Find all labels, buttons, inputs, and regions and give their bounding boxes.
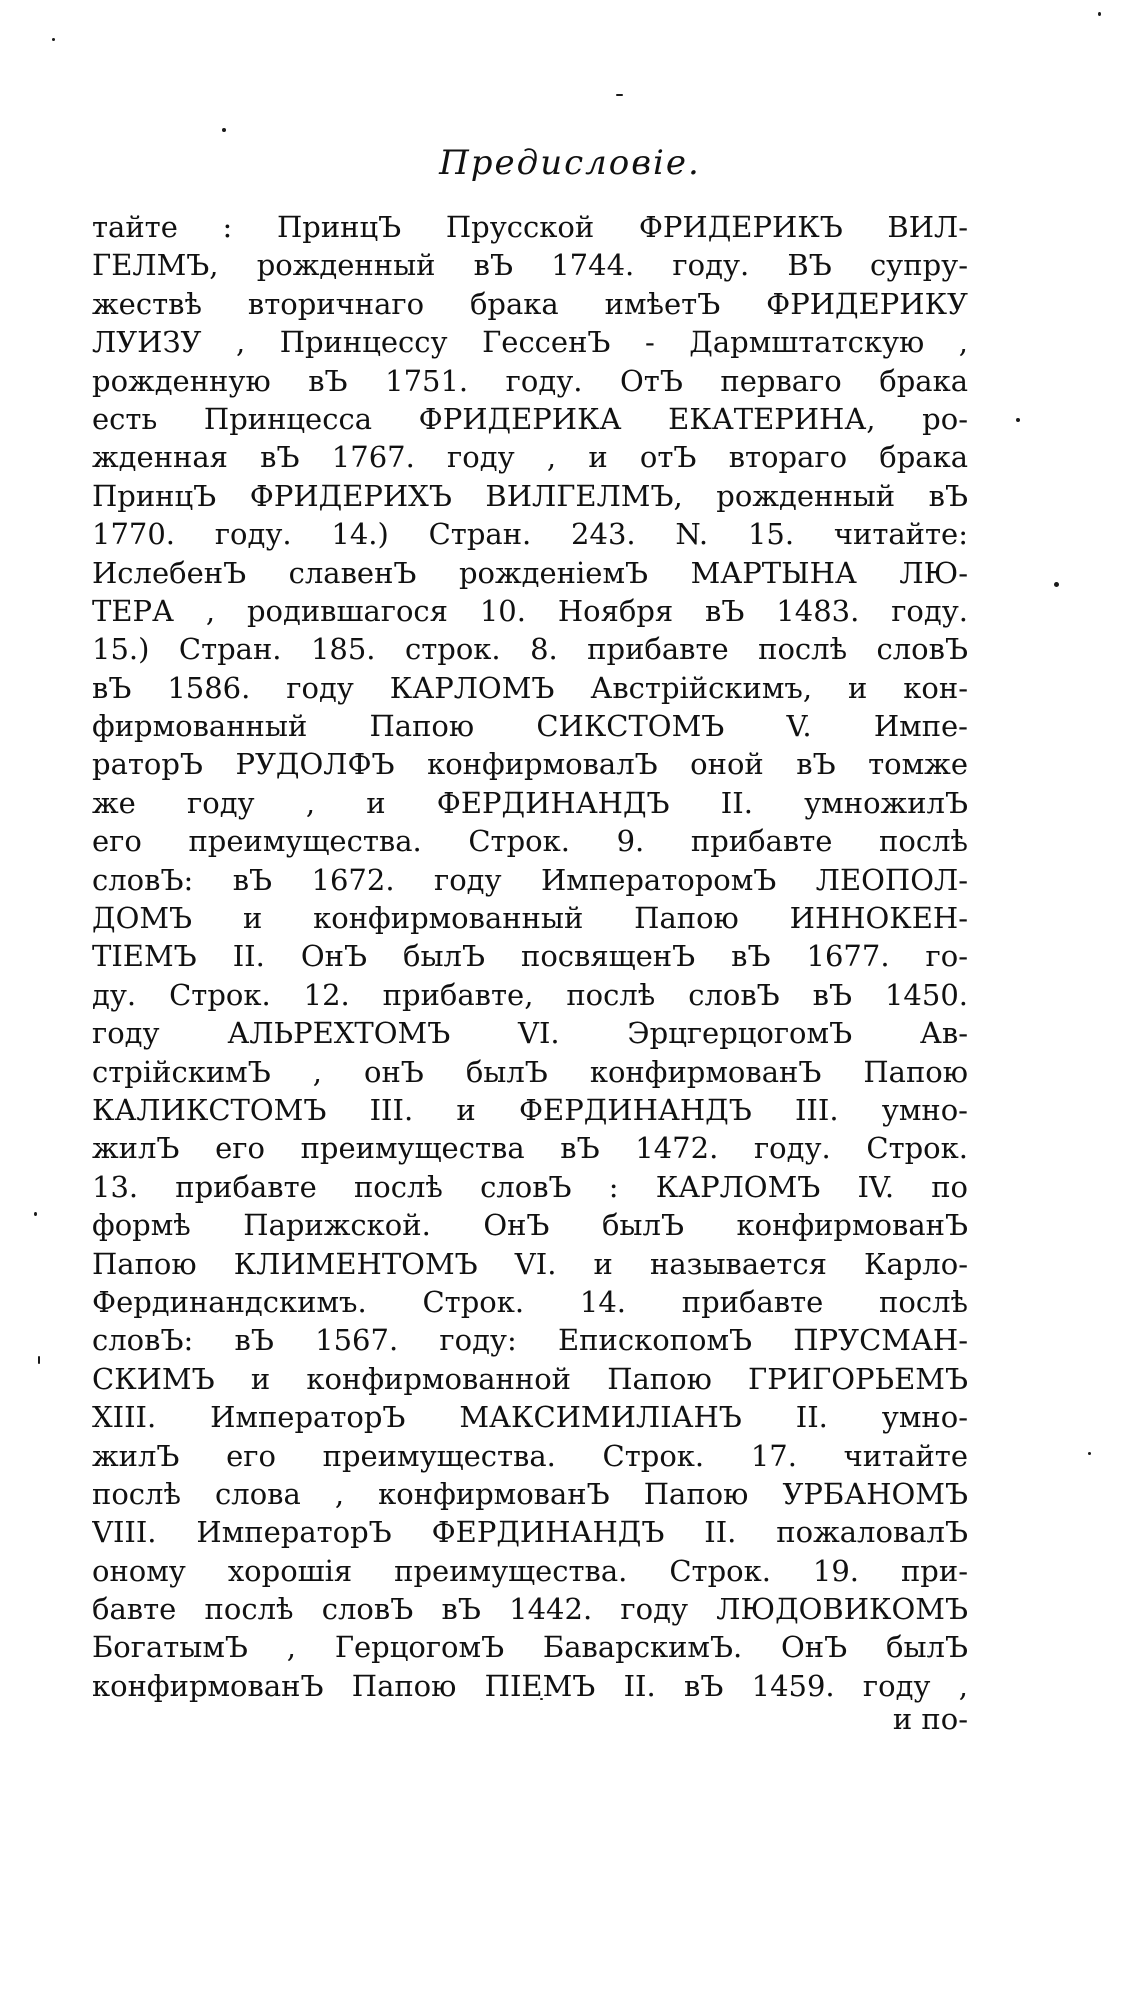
text-line: Фердинандскимъ. Строк. 14. прибавте послѣ [92, 1284, 968, 1319]
text-line: жилЪ его преимущества вЪ 1472. году. Строк. [92, 1131, 968, 1166]
body-text [92, 208, 968, 1705]
text-line: фирмованный Папою СИКСТОМЪ V. Импе- [92, 709, 968, 744]
text-line: ду. Строк. 12. прибавте, послѣ словЪ вЪ 1450. [92, 977, 968, 1012]
text-line: БогатымЪ , ГерцогомЪ БаварскимЪ. ОнЪ былЪ [92, 1630, 968, 1665]
ink-speck [34, 1212, 37, 1216]
text-line: ИслебенЪ славенЪ рожденіемЪ МАРТЫНА ЛЮ- [92, 555, 968, 590]
text-line: 13. прибавте послѣ словЪ : КАРЛОМЪ IV. по [92, 1169, 968, 1204]
text-line: СКИМЪ и конфирмованной Папою ГРИГОРЬЕМЪ [92, 1361, 968, 1396]
text-line: ГЕЛМЪ, рожденный вЪ 1744. году. ВЪ супру- [92, 248, 968, 283]
text-line: жилЪ его преимущества. Строк. 17. читайте [92, 1438, 968, 1473]
text-line: Папою КЛИМЕНТОМЪ VI. и называется Карло- [92, 1246, 968, 1281]
text-line: ПринцЪ ФРИДЕРИХЪ ВИЛГЕЛМЪ, рожденный вЪ [92, 478, 968, 513]
ink-speck [616, 94, 623, 96]
text-line: оному хорошія преимущества. Строк. 19. при- [92, 1553, 968, 1588]
text-line: словЪ: вЪ 1672. году ИмператоромЪ ЛЕОПОЛ- [92, 862, 968, 897]
text-line: рожденную вЪ 1751. году. ОтЪ перваго брака [92, 363, 968, 398]
text-line: XIII. ИмператорЪ МАКСИМИЛІАНЪ II. умно- [92, 1400, 968, 1435]
catchword: и по- [892, 1702, 968, 1736]
text-line: стрійскимЪ , онЪ былЪ конфирмованЪ Папою [92, 1054, 968, 1089]
running-head: Предисловіе. [439, 143, 701, 183]
text-line: жествѣ вторичнаго брака имѣетЪ ФРИДЕРИКУ [92, 286, 968, 321]
text-line: ДОМЪ и конфирмованный Папою ИННОКЕН- [92, 901, 968, 936]
ink-speck [1054, 582, 1059, 587]
text-line: ТІЕМЪ II. ОнЪ былЪ посвященЪ вЪ 1677. го- [92, 939, 968, 974]
text-line: VIII. ИмператорЪ ФЕРДИНАНДЪ II. пожаловалЪ [92, 1515, 968, 1550]
text-line: его преимущества. Строк. 9. прибавте послѣ [92, 824, 968, 859]
text-line: есть Принцесса ФРИДЕРИКА ЕКАТЕРИНА, ро- [92, 401, 968, 436]
text-line: КАЛИКСТОМЪ III. и ФЕРДИНАНДЪ III. умно- [92, 1092, 968, 1127]
ink-speck [222, 128, 226, 132]
text-line: же году , и ФЕРДИНАНДЪ II. умножилЪ [92, 785, 968, 820]
text-line: словЪ: вЪ 1567. году: ЕпископомЪ ПРУСМАН- [92, 1323, 968, 1358]
text-line: 15.) Стран. 185. строк. 8. прибавте послѣ словЪ [92, 632, 968, 667]
text-line: формѣ Парижской. ОнЪ былЪ конфирмованЪ [92, 1208, 968, 1243]
text-line: вЪ 1586. году КАРЛОМЪ Австрійскимъ, и кон- [92, 670, 968, 705]
ink-speck [52, 38, 55, 41]
text-line: ТЕРА , родившагося 10. Ноября вЪ 1483. году. [92, 593, 968, 628]
text-line: ЛУИЗУ , Принцессу ГессенЪ - Дармштатскую , [92, 325, 968, 360]
text-line: жденная вЪ 1767. году , и отЪ втораго брака [92, 440, 968, 475]
ink-speck [38, 1356, 40, 1364]
text-line: году АЛЬРЕХТОМЪ VI. ЭрцгерцогомЪ Ав- [92, 1016, 968, 1051]
text-line: раторЪ РУДОЛФЪ конфирмовалЪ оной вЪ томже [92, 747, 968, 782]
ink-speck [1098, 12, 1101, 16]
text-line: тайте : ПринцЪ Прусской ФРИДЕРИКЪ ВИЛ- [92, 210, 968, 244]
text-line: бавте послѣ словЪ вЪ 1442. году ЛЮДОВИКОМЪ [92, 1592, 968, 1627]
text-line: послѣ слова , конфирмованЪ Папою УРБАНОМЪ [92, 1476, 968, 1511]
ink-speck [1016, 418, 1020, 422]
ink-speck [1088, 1452, 1091, 1455]
text-line: конфирмованЪ Папою ПІЕМЪ II. вЪ 1459. году , [92, 1668, 968, 1703]
text-line: 1770. году. 14.) Стран. 243. N. 15. читайте: [92, 517, 968, 552]
